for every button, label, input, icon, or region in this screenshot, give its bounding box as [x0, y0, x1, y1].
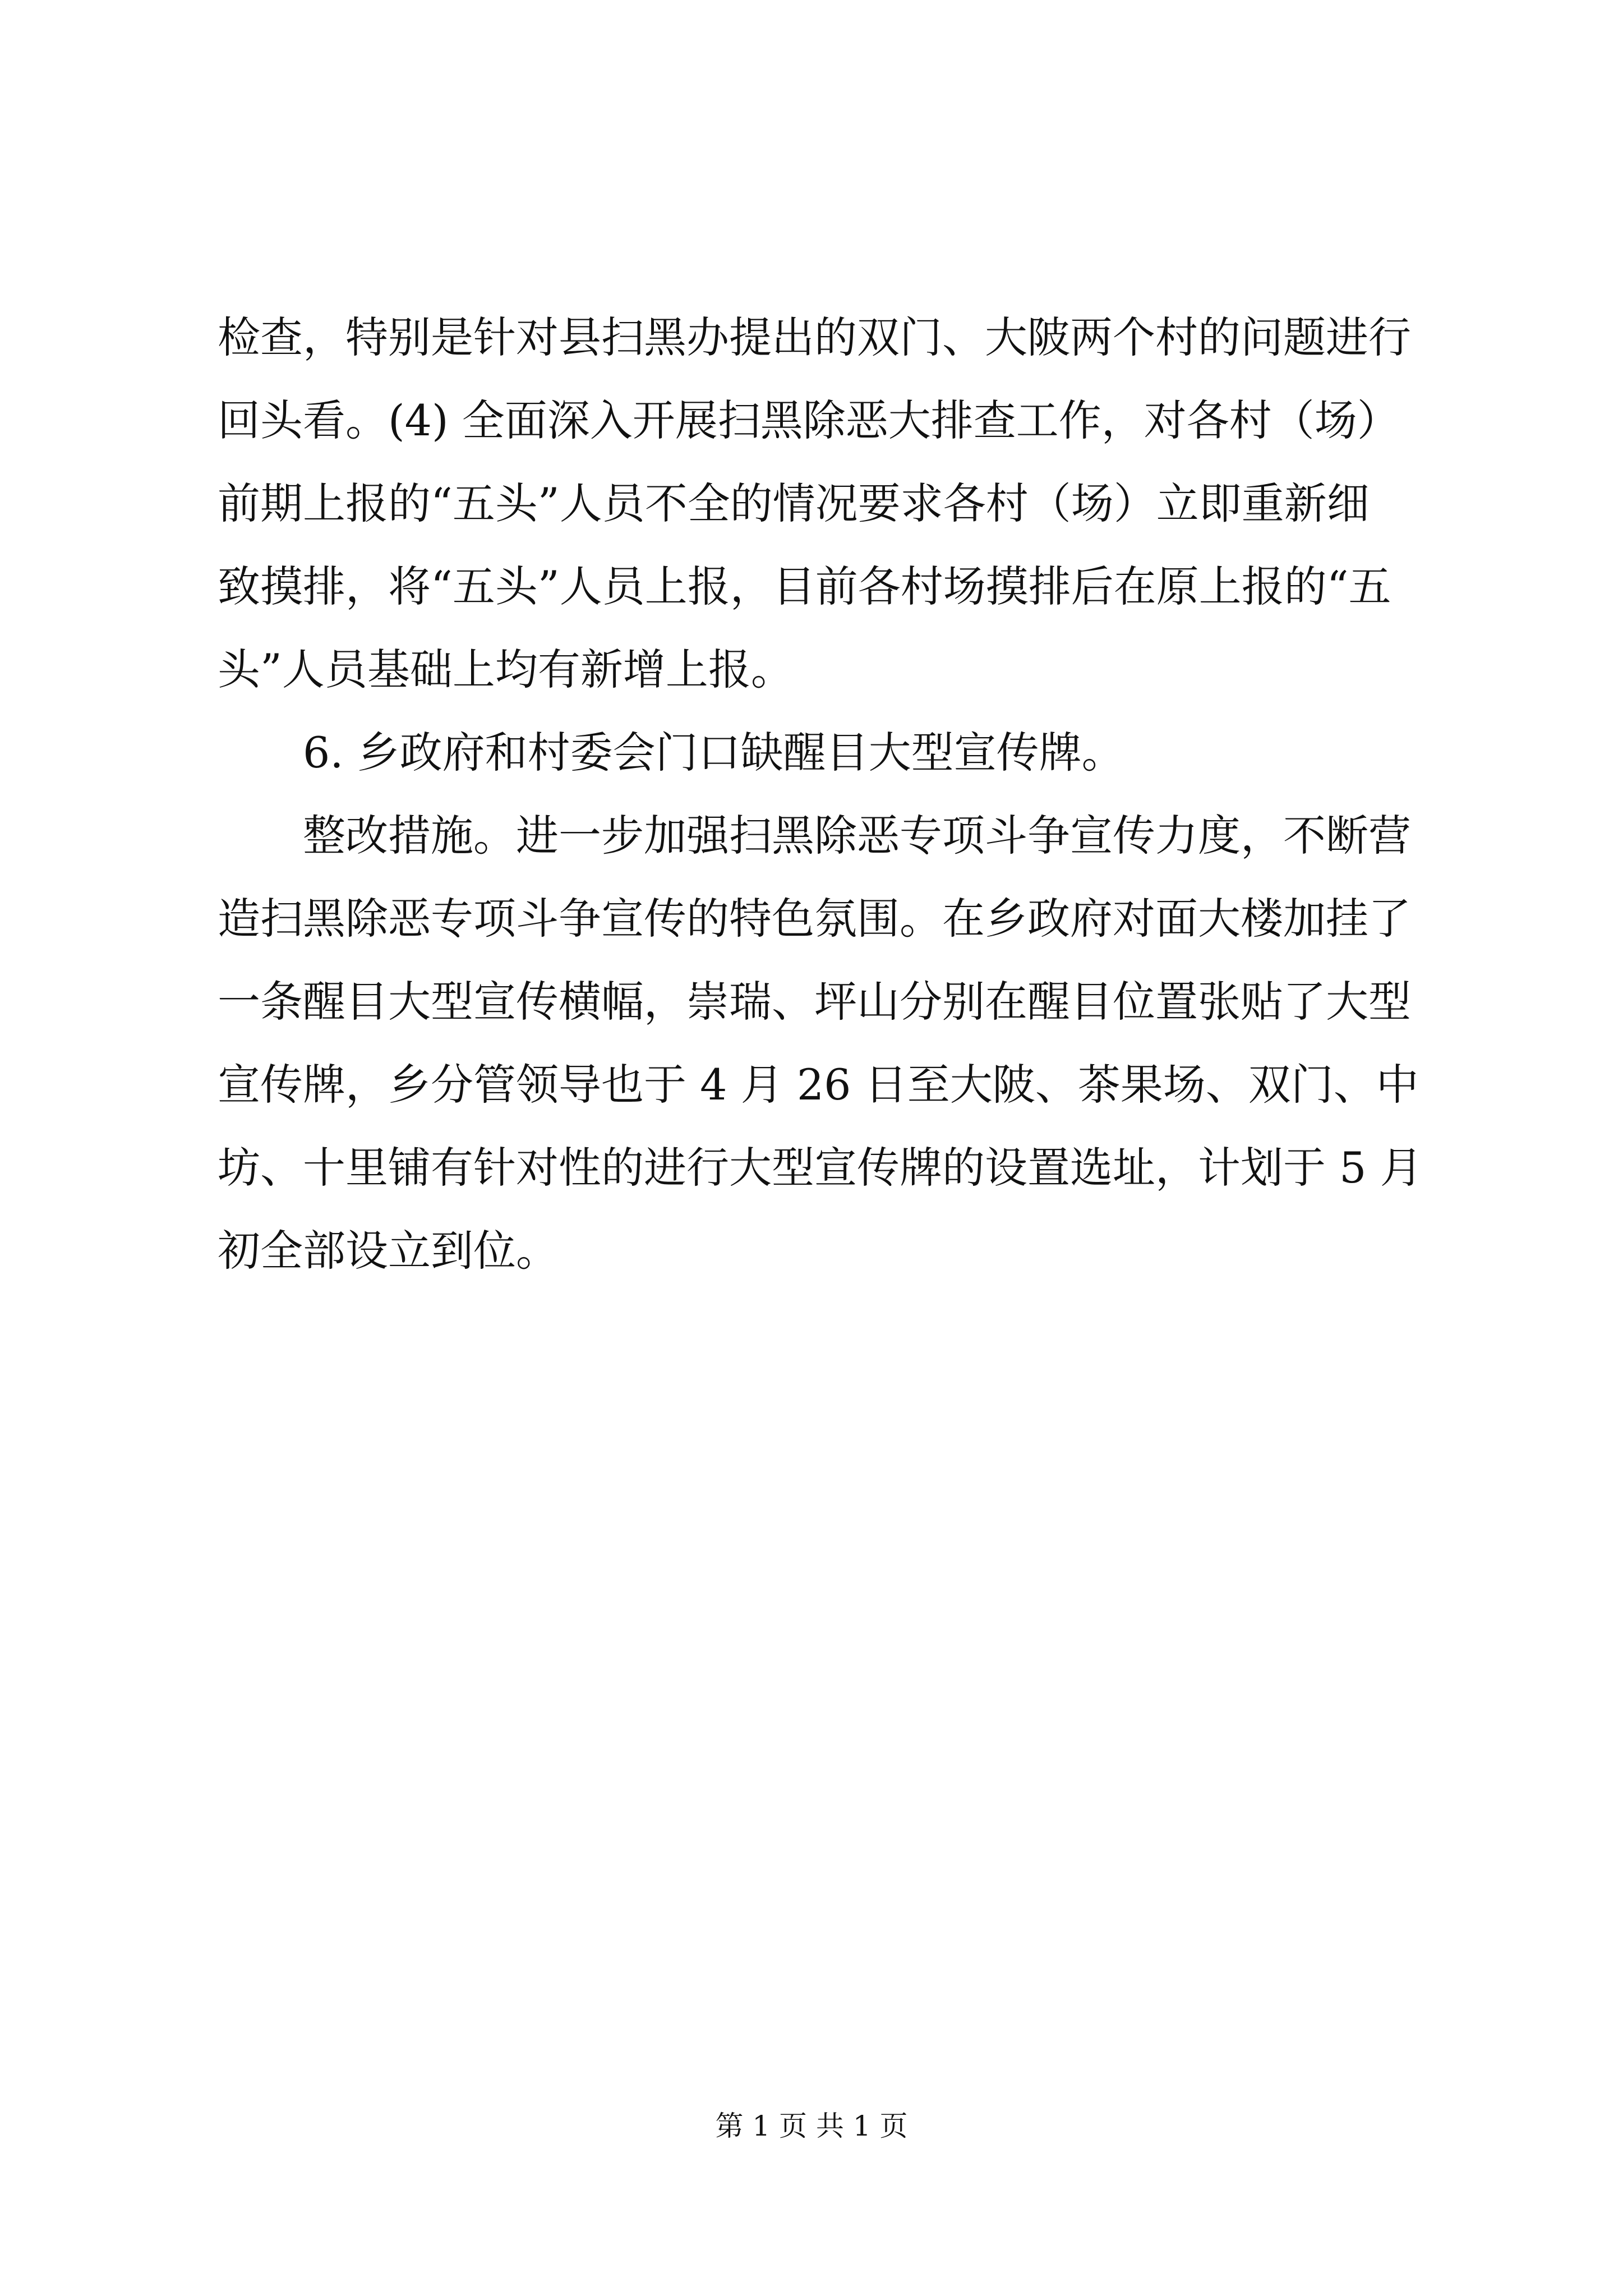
body-line: 前期上报的“五头”人员不全的情况要求各村（场）立即重新细	[218, 478, 1370, 528]
page-footer: 第 1 页 共 1 页	[715, 2110, 908, 2142]
body-line: 坊、十里铺有针对性的进行大型宣传牌的设置选址，计划于 5 月	[218, 1143, 1423, 1193]
body-line: 回头看。(4) 全面深入开展扫黑除恶大排查工作，对各村（场）	[218, 395, 1400, 445]
body-line: 宣传牌，乡分管领导也于 4 月 26 日至大陂、茶果场、双门、中	[218, 1060, 1419, 1110]
body-line: 一条醒目大型宣传横幅，崇瑞、坪山分别在醒目位置张贴了大型	[218, 977, 1411, 1027]
body-line: 头”人员基础上均有新增上报。	[218, 645, 794, 694]
body-line: 造扫黑除恶专项斗争宣传的特色氛围。在乡政府对面大楼加挂了	[218, 894, 1411, 944]
body-line: 检查，特别是针对县扫黑办提出的双门、大陂两个村的问题进行	[218, 312, 1411, 362]
body-line: 初全部设立到位。	[218, 1226, 559, 1276]
body-line: 致摸排，将“五头”人员上报，目前各村场摸排后在原上报的“五	[218, 562, 1391, 611]
section-heading: 6. 乡政府和村委会门口缺醒目大型宣传牌。	[303, 728, 1124, 777]
body-line: 整改措施。进一步加强扫黑除恶专项斗争宣传力度，不断营	[303, 811, 1411, 861]
document-body	[218, 296, 1435, 1292]
